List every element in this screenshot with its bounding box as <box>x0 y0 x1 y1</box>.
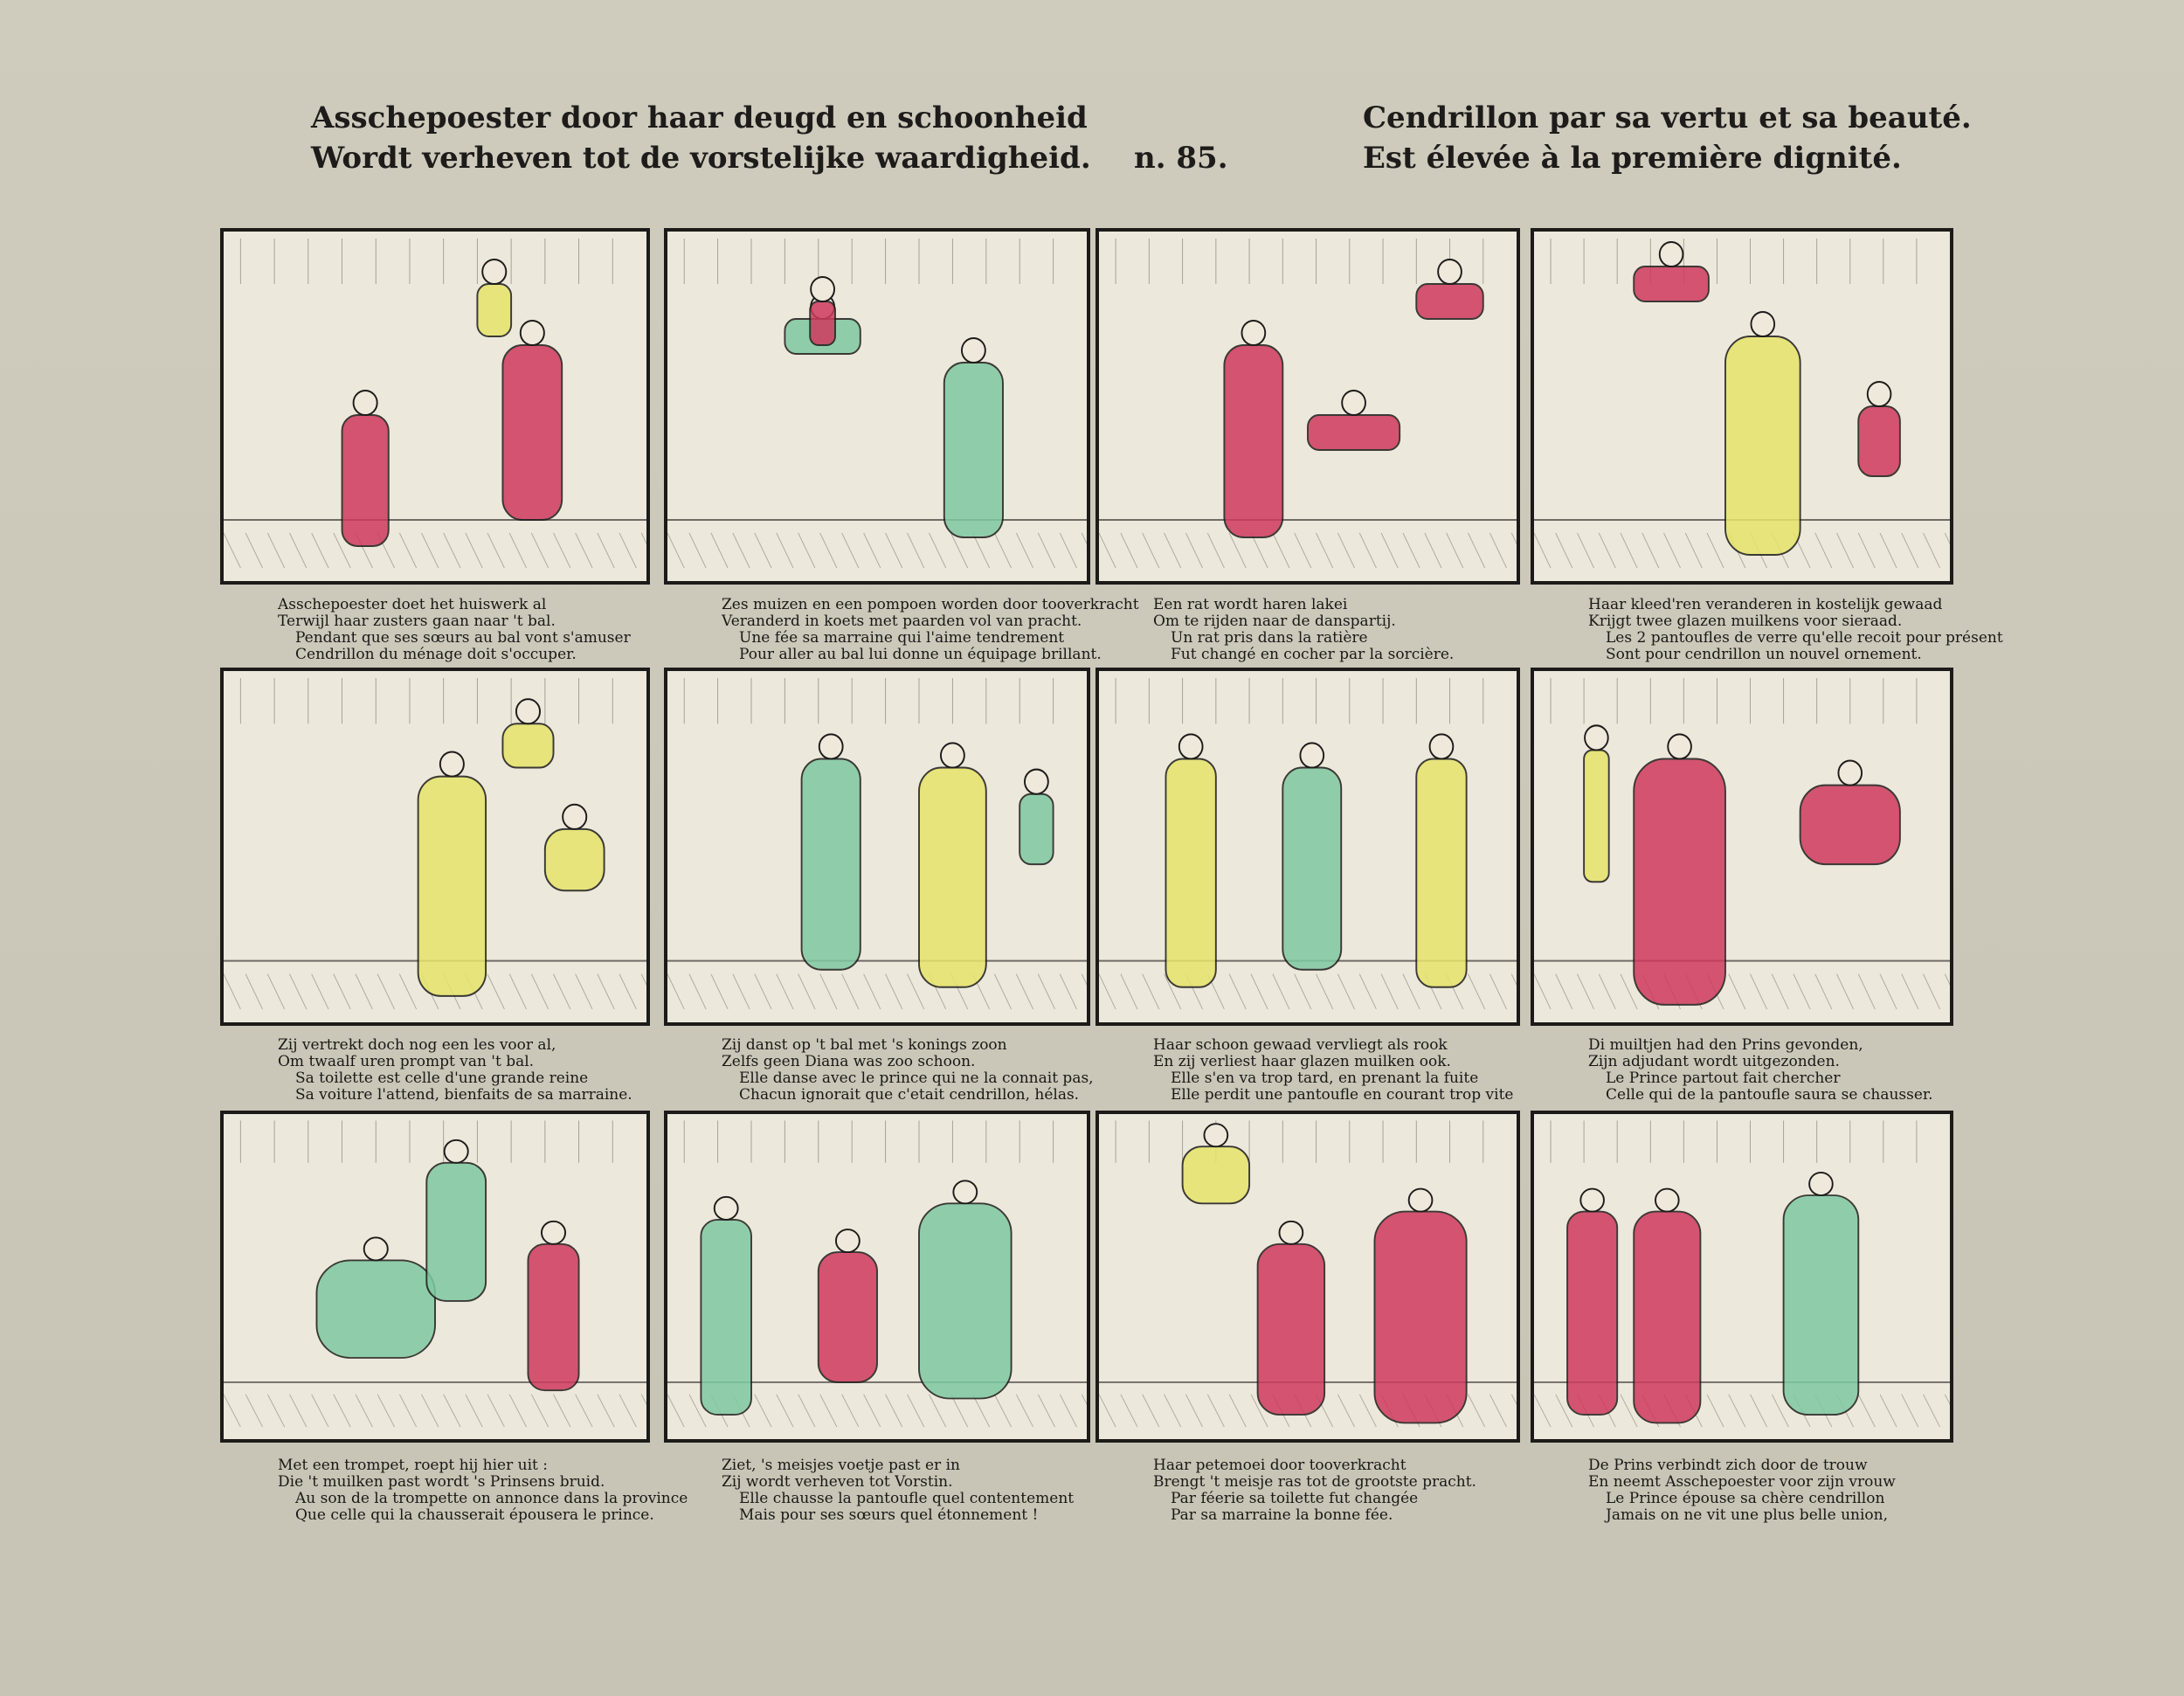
illustration-panel-6 <box>664 668 1090 1026</box>
caption-line: Krijgt twee glazen muilkens voor sieraad. <box>1588 613 1903 630</box>
illustration-panel-8 <box>1531 668 1953 1026</box>
caption-12 <box>1588 1457 1896 1524</box>
caption-line: Que celle qui la chausserait épousera le prince. <box>295 1506 654 1524</box>
caption-line: Sa toilette est celle d'une grande reine <box>295 1070 589 1087</box>
illustration-panel-2 <box>664 228 1090 585</box>
title-dutch-line-2: Wordt verheven tot de vorstelijke waardigheid. <box>311 141 1091 176</box>
caption-line: Elle perdit une pantoufle en courant trop vite <box>1171 1086 1514 1104</box>
caption-8 <box>1588 1037 1933 1104</box>
print-number: n. 85. <box>1134 141 1228 176</box>
caption-line: Au son de la trompette on annonce dans la province <box>295 1490 688 1507</box>
caption-line: Terwijl haar zusters gaan naar 't bal. <box>278 613 556 630</box>
caption-line: Om te rijden naar de danspartij. <box>1153 613 1396 630</box>
caption-line: Jamais on ne vit une plus belle union, <box>1606 1506 1889 1524</box>
caption-line: Le Prince partout fait chercher <box>1606 1070 1841 1087</box>
caption-line: Par féerie sa toilette fut changée <box>1171 1490 1419 1507</box>
caption-line: Pendant que ses sœurs au bal vont s'amuser <box>295 629 631 647</box>
caption-line: Ziet, 's meisjes voetje past er in <box>722 1457 960 1474</box>
caption-1 <box>278 597 631 663</box>
caption-line: Asschepoester doet het huiswerk al <box>278 596 547 613</box>
caption-line: Le Prince épouse sa chère cendrillon <box>1606 1490 1885 1507</box>
caption-9 <box>278 1457 688 1524</box>
illustration-panel-11 <box>1095 1111 1520 1443</box>
caption-line: Met een trompet, roept hij hier uit : <box>278 1457 548 1474</box>
title-french <box>1363 98 1972 178</box>
caption-line: Elle chausse la pantoufle quel contentement <box>739 1490 1075 1507</box>
caption-line: Une fée sa marraine qui l'aime tendrement <box>739 629 1065 647</box>
caption-line: En neemt Asschepoester voor zijn vrouw <box>1588 1473 1896 1491</box>
caption-line: Un rat pris dans la ratière <box>1171 629 1368 647</box>
title-french-line-1: Cendrillon par sa vertu et sa beauté. <box>1363 100 1972 135</box>
title-dutch <box>311 98 1091 178</box>
caption-line: Een rat wordt haren lakei <box>1153 596 1348 613</box>
caption-10 <box>722 1457 1074 1524</box>
title-dutch-line-1: Asschepoester door haar deugd en schoonheid <box>311 100 1088 135</box>
caption-line: Par sa marraine la bonne fée. <box>1171 1506 1393 1524</box>
caption-line: Elle s'en va trop tard, en prenant la fuite <box>1171 1070 1479 1087</box>
illustration-panel-1 <box>220 228 650 585</box>
title-french-line-2: Est élevée à la première dignité. <box>1363 141 1902 176</box>
caption-line: Zelfs geen Diana was zoo schoon. <box>722 1053 976 1070</box>
caption-line: Di muiltjen had den Prins gevonden, <box>1588 1036 1863 1054</box>
caption-11 <box>1153 1457 1476 1524</box>
caption-6 <box>722 1037 1094 1104</box>
caption-line: Zes muizen en een pompoen worden door tooverkracht <box>722 596 1139 613</box>
caption-line: Die 't muilken past wordt 's Prinsens bruid. <box>278 1473 605 1491</box>
caption-3 <box>1153 597 1454 663</box>
caption-line: Les 2 pantoufles de verre qu'elle recoit pour présent <box>1606 629 2003 647</box>
caption-line: Sa voiture l'attend, bienfaits de sa marraine. <box>295 1086 632 1104</box>
illustration-panel-7 <box>1095 668 1520 1026</box>
caption-line: Veranderd in koets met paarden vol van pracht. <box>722 613 1082 630</box>
caption-line: Elle danse avec le prince qui ne la connait pas, <box>739 1070 1094 1087</box>
caption-line: Brengt 't meisje ras tot de grootste pracht. <box>1153 1473 1476 1491</box>
caption-line: Sont pour cendrillon un nouvel ornement. <box>1606 646 1922 663</box>
caption-line: Zijn adjudant wordt uitgezonden. <box>1588 1053 1840 1070</box>
caption-line: De Prins verbindt zich door de trouw <box>1588 1457 1868 1474</box>
illustration-panel-5 <box>220 668 650 1026</box>
caption-line: Zij wordt verheven tot Vorstin. <box>722 1473 953 1491</box>
caption-5 <box>278 1037 632 1104</box>
caption-line: Mais pour ses sœurs quel étonnement ! <box>739 1506 1039 1524</box>
caption-2 <box>722 597 1139 663</box>
illustration-panel-10 <box>664 1111 1090 1443</box>
caption-line: Haar petemoei door tooverkracht <box>1153 1457 1406 1474</box>
caption-line: Cendrillon du ménage doit s'occuper. <box>295 646 577 663</box>
caption-line: Chacun ignorait que c'etait cendrillon, hélas. <box>739 1086 1080 1104</box>
caption-line: Haar schoon gewaad vervliegt als rook <box>1153 1036 1448 1054</box>
illustration-panel-9 <box>220 1111 650 1443</box>
caption-line: Fut changé en cocher par la sorcière. <box>1171 646 1455 663</box>
caption-line: Om twaalf uren prompt van 't bal. <box>278 1053 535 1070</box>
caption-line: Zij vertrekt doch nog een les voor al, <box>278 1036 556 1054</box>
caption-4 <box>1588 597 2003 663</box>
illustration-panel-4 <box>1531 228 1953 585</box>
caption-line: Zij danst op 't bal met 's konings zoon <box>722 1036 1007 1054</box>
caption-line: En zij verliest haar glazen muilken ook. <box>1153 1053 1451 1070</box>
caption-7 <box>1153 1037 1514 1104</box>
illustration-panel-12 <box>1531 1111 1953 1443</box>
caption-line: Pour aller au bal lui donne un équipage brillant. <box>739 646 1102 663</box>
caption-line: Celle qui de la pantoufle saura se chausser. <box>1606 1086 1933 1104</box>
caption-line: Haar kleed'ren veranderen in kostelijk gewaad <box>1588 596 1943 613</box>
illustration-panel-3 <box>1095 228 1520 585</box>
